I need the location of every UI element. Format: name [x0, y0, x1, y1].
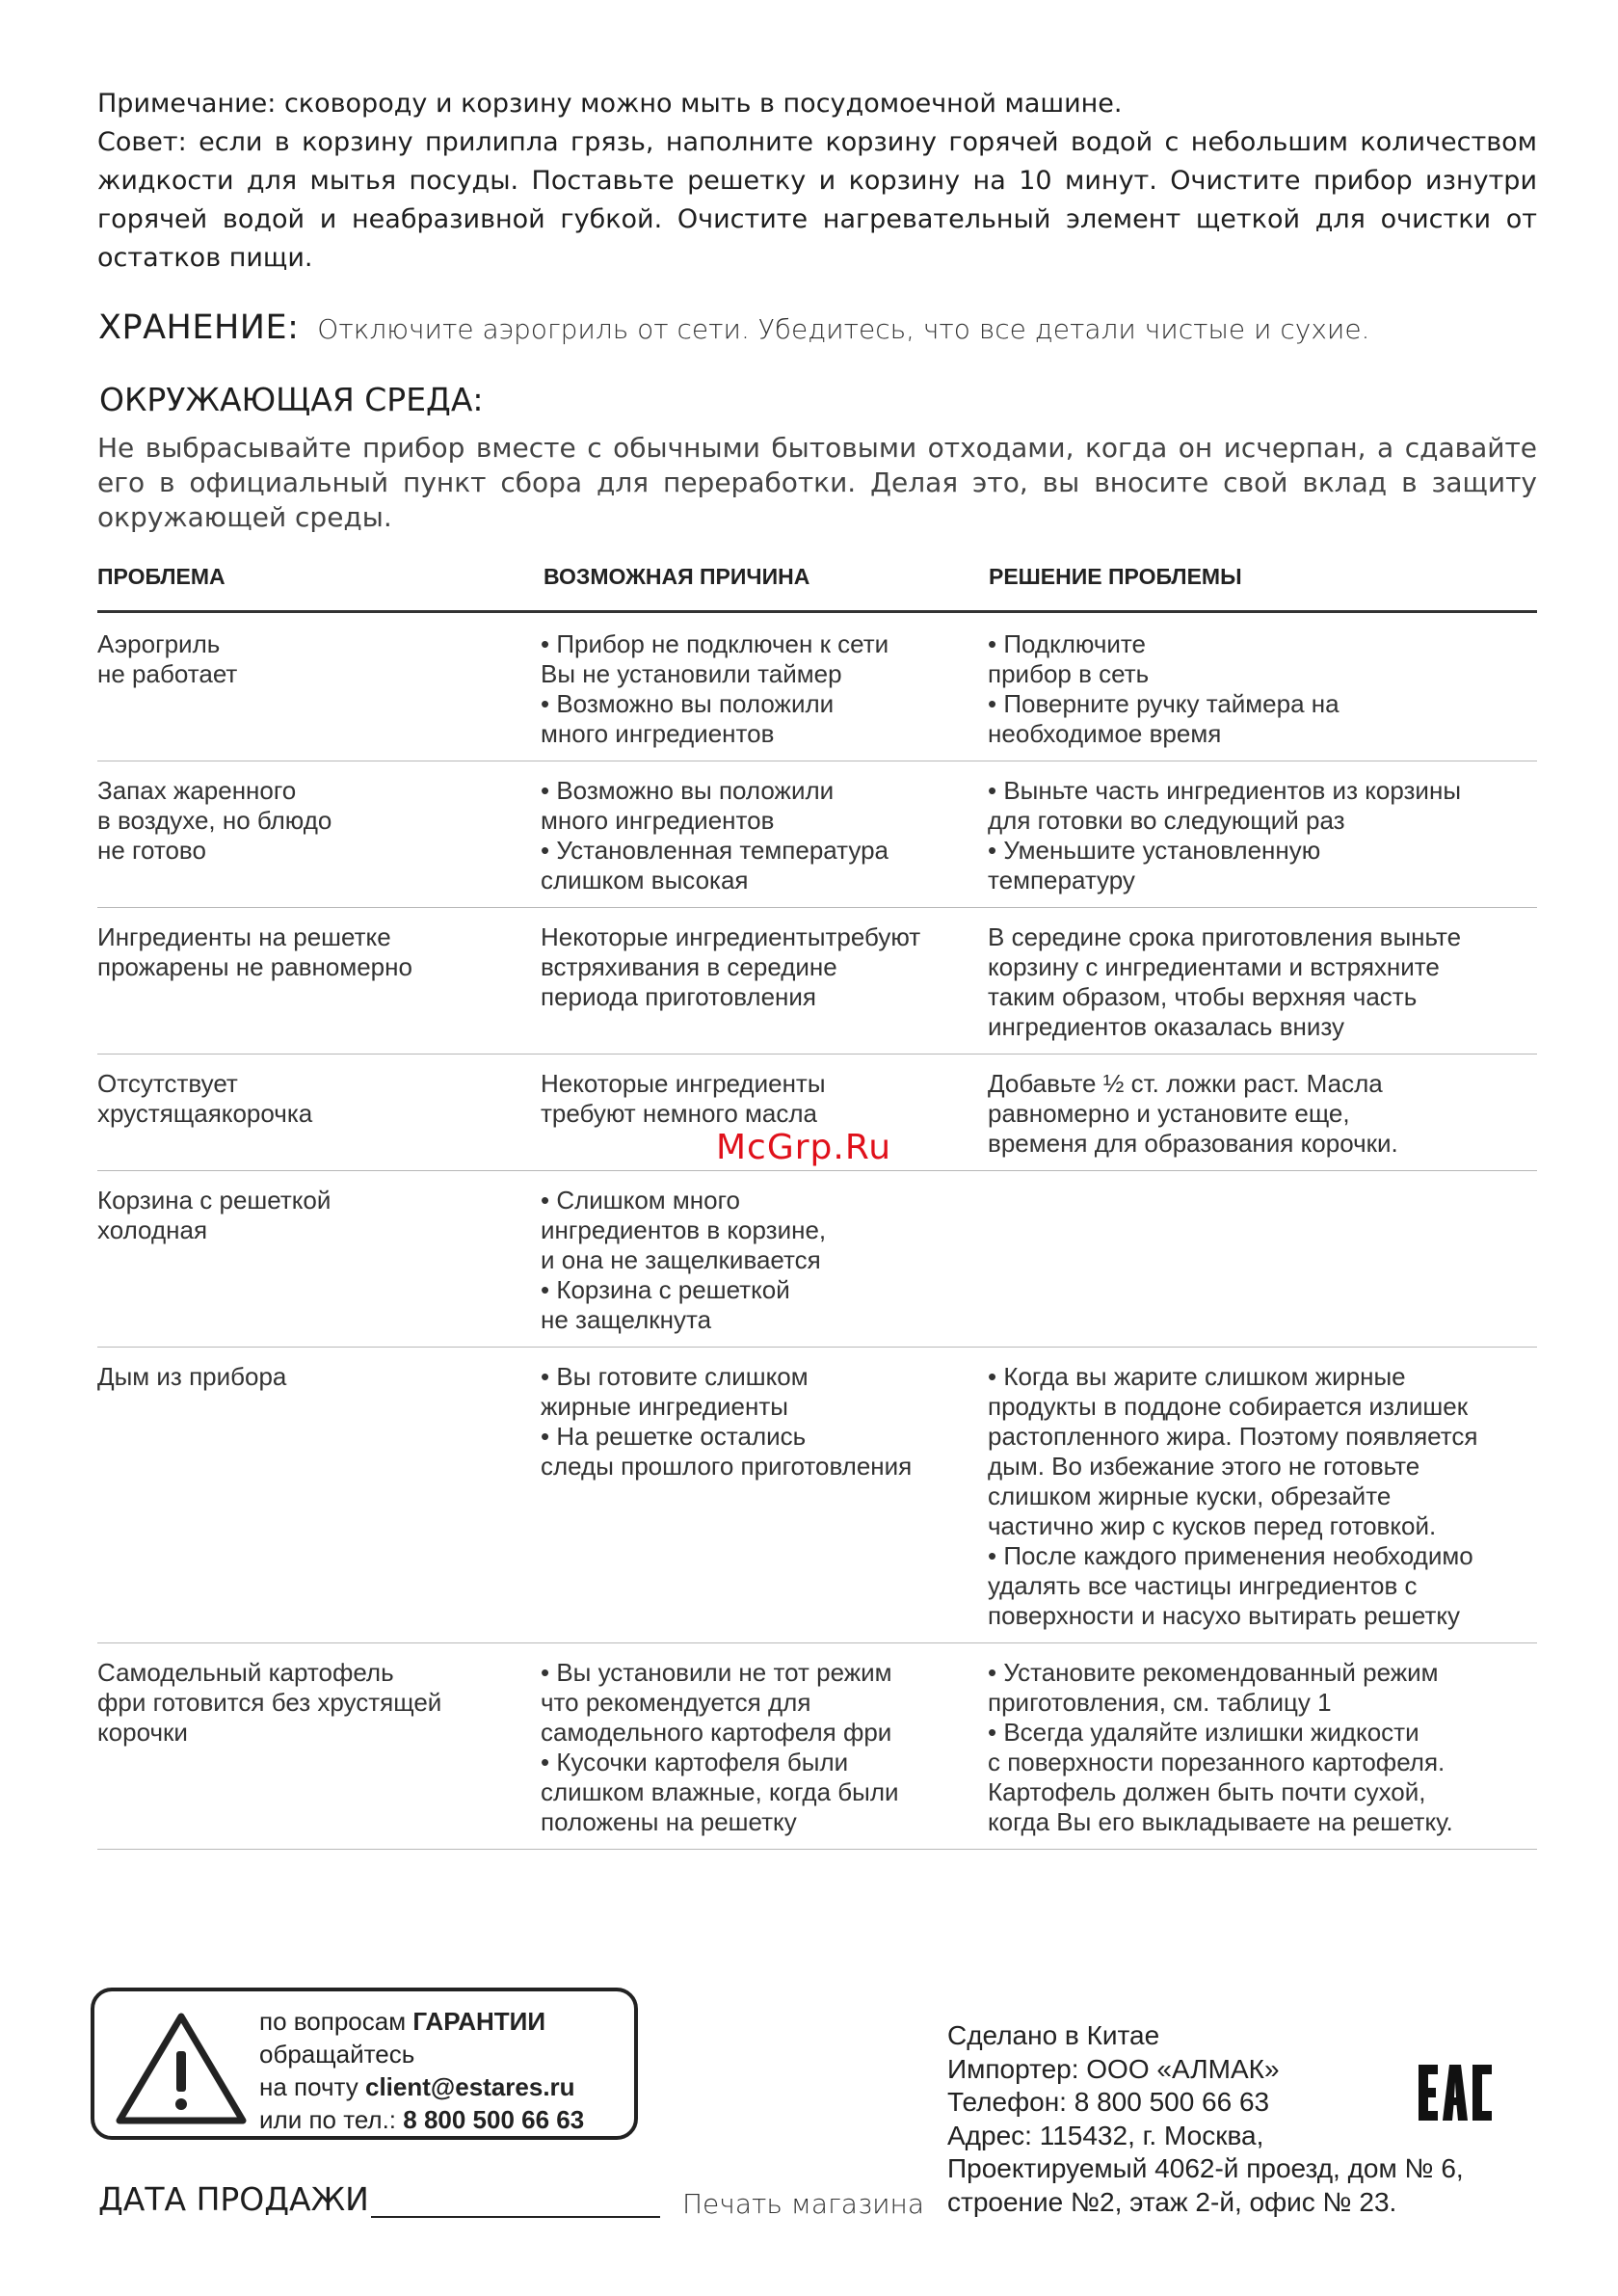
cell-line: • Поверните ручку таймера на — [988, 689, 1339, 718]
note-line: Примечание: сковороду и корзину можно мыть в посудомоечной машине. — [97, 89, 1123, 119]
cell-line: • Кусочки картофеля были — [541, 1748, 849, 1776]
cell-line: Корзина с решеткой — [97, 1186, 332, 1215]
table-header — [97, 554, 1537, 613]
cell-line: Аэрогриль — [97, 629, 221, 658]
sale-date-label: ДАТА ПРОДАЖИ — [98, 2180, 369, 2218]
cell-line: • Возможно вы положили — [541, 776, 835, 805]
storage-text: Отключите аэрогриль от сети. Убедитесь, что все детали чистые и сухие. — [317, 313, 1370, 345]
cause-cell — [541, 1069, 974, 1129]
cell-line: • Возможно вы положили — [541, 689, 835, 718]
cell-line: • Выньте часть ингредиентов из корзины — [988, 776, 1462, 805]
cell-line: Вы не установили таймер — [541, 659, 842, 688]
cell-line: • Установите рекомендованный режим — [988, 1658, 1439, 1687]
maker-line: строение №2, этаж 2-й, офис № 23. — [947, 2186, 1397, 2217]
cell-line: • Вы готовите слишком — [541, 1362, 809, 1391]
cell-line: не готово — [97, 836, 206, 865]
cell-line: Самодельный картофель — [97, 1658, 394, 1687]
cell-line: много ингредиентов — [541, 719, 775, 748]
warranty-line1: по вопросам — [259, 2007, 413, 2036]
maker-line: Импортер: ООО «АЛМАК» — [947, 2053, 1280, 2084]
header-cause: ВОЗМОЖНАЯ ПРИЧИНА — [544, 564, 810, 589]
solution-cell — [988, 922, 1547, 1042]
header-solution: РЕШЕНИЕ ПРОБЛЕМЫ — [989, 564, 1242, 589]
warranty-keyword: ГАРАНТИИ — [412, 2007, 546, 2036]
cause-cell — [541, 1362, 974, 1482]
cause-cell — [541, 1186, 974, 1335]
table-row — [97, 613, 1537, 761]
sale-date — [98, 2180, 660, 2218]
solution-cell — [988, 1069, 1547, 1159]
cell-line: положены на решетку — [541, 1807, 797, 1836]
cell-line: хрустящаякорочка — [97, 1099, 313, 1128]
manufacturer-info — [947, 2019, 1464, 2219]
cell-line: • Уменьшите установленную — [988, 836, 1321, 865]
cell-line: Запах жаренного — [97, 776, 297, 805]
warranty-email[interactable]: client@estares.ru — [364, 2072, 575, 2101]
maker-line: Адрес: 115432, г. Москва, — [947, 2120, 1264, 2150]
cell-line: • Всегда удаляйте излишки жидкости — [988, 1718, 1419, 1747]
table-row — [97, 1643, 1537, 1850]
cell-line: что рекомендуется для — [541, 1688, 811, 1717]
maker-line: Проектируемый 4062-й проезд, дом № 6, — [947, 2153, 1464, 2183]
cleaning-note — [97, 85, 1537, 278]
warranty-text — [259, 2005, 584, 2136]
cell-line: • Когда вы жарите слишком жирные — [988, 1362, 1406, 1391]
maker-line: Сделано в Китае — [947, 2020, 1160, 2050]
cell-line: • Установленная температура — [541, 836, 889, 865]
cell-line: таким образом, чтобы верхняя часть — [988, 982, 1418, 1011]
cell-line: холодная — [97, 1215, 208, 1244]
cause-cell — [541, 1658, 974, 1837]
warranty-line3: на почту — [259, 2072, 365, 2101]
cell-line: много ингредиентов — [541, 806, 775, 835]
table-row — [97, 761, 1537, 908]
cell-line: не защелкнута — [541, 1305, 712, 1334]
cell-line: Некоторые ингредиентытребуют — [541, 922, 921, 951]
cell-line: и она не защелкивается — [541, 1245, 821, 1274]
cell-line: прибор в сеть — [988, 659, 1150, 688]
cell-line: частично жир с кусков перед готовкой. — [988, 1511, 1437, 1540]
troubleshooting-table — [97, 554, 1537, 1850]
watermark: McGrp.Ru — [716, 1128, 892, 1167]
table-row — [97, 1171, 1537, 1348]
cell-line: Дым из прибора — [97, 1362, 287, 1391]
cell-line: слишком высокая — [541, 866, 749, 894]
table-row — [97, 1348, 1537, 1643]
cell-line: когда Вы его выкладываете на решетку. — [988, 1807, 1453, 1836]
cell-line: ингредиентов оказалась внизу — [988, 1012, 1345, 1041]
table-row — [97, 908, 1537, 1055]
cell-line: температуру — [988, 866, 1135, 894]
cell-line: • На решетке остались — [541, 1422, 807, 1451]
problem-cell — [97, 776, 521, 866]
cell-line: временя для образования корочки. — [988, 1129, 1398, 1158]
cell-line: В середине срока приготовления выньте — [988, 922, 1462, 951]
problem-cell — [97, 1658, 521, 1748]
solution-cell — [988, 1362, 1547, 1631]
cell-line: корзину с ингредиентами и встряхните — [988, 952, 1440, 981]
cell-line: • Прибор не подключен к сети — [541, 629, 889, 658]
cell-line: периода приготовления — [541, 982, 817, 1011]
cell-line: слишком жирные куски, обрезайте — [988, 1482, 1392, 1510]
storage-heading: ХРАНЕНИЕ: — [98, 308, 300, 347]
store-stamp-label: Печать магазина — [682, 2188, 924, 2220]
cell-line: прожарены не равномерно — [97, 952, 412, 981]
cell-line: растопленного жира. Поэтому появляется — [988, 1422, 1478, 1451]
header-problem: ПРОБЛЕМА — [97, 564, 225, 589]
problem-cell — [97, 1362, 521, 1392]
cell-line: приготовления, см. таблицу 1 — [988, 1688, 1332, 1717]
cause-cell — [541, 629, 974, 749]
cell-line: Ингредиенты на решетке — [97, 922, 391, 951]
cell-line: • Корзина с решеткой — [541, 1275, 790, 1304]
cell-line: Картофель должен быть почти сухой, — [988, 1777, 1426, 1806]
cause-cell — [541, 776, 974, 895]
cell-line: необходимое время — [988, 719, 1222, 748]
environment-text: Не выбрасывайте прибор вместе с обычными бытовыми отходами, когда он исчерпан, а сдавайте его в официальный пункт сбора для переработки. Делая это, вы вносите свой вклад в защиту окружающей среды. — [97, 432, 1537, 533]
cell-line: Добавьте ½ ст. ложки раст. Масла — [988, 1069, 1383, 1098]
cell-line: с поверхности порезанного картофеля. — [988, 1748, 1446, 1776]
cell-line: требуют немного масла — [541, 1099, 817, 1128]
cell-line: жирные ингредиенты — [541, 1392, 788, 1421]
warranty-line4: или по тел.: — [259, 2105, 404, 2134]
table-body — [97, 613, 1537, 1850]
cell-line: • После каждого применения необходимо — [988, 1541, 1473, 1570]
warranty-box — [91, 1988, 638, 2140]
cell-line: • Вы установили не тот режим — [541, 1658, 892, 1687]
problem-cell — [97, 1069, 521, 1129]
cell-line: продукты в поддоне собирается излишек — [988, 1392, 1469, 1421]
solution-cell — [988, 629, 1547, 749]
cell-line: самодельного картофеля фри — [541, 1718, 892, 1747]
cell-line: фри готовится без хрустящей — [97, 1688, 442, 1717]
warranty-phone: 8 800 500 66 63 — [403, 2105, 585, 2134]
cell-line: равномерно и установите еще, — [988, 1099, 1350, 1128]
cell-line: поверхности и насухо вытирать решетку — [988, 1601, 1461, 1630]
cell-line: для готовки во следующий раз — [988, 806, 1345, 835]
eac-mark-icon — [1417, 2063, 1494, 2122]
advice-paragraph: Совет: если в корзину прилипла грязь, наполните корзину горячей водой с небольшим количеством жидкости для мытья посуды. Поставьте решетку и корзину на 10 минут. Очистите прибор изнутри горячей водой и неабразивной губкой. Очистите нагревательный элемент щеткой для очистки от остатков пищи. — [97, 127, 1537, 273]
solution-cell — [988, 1658, 1547, 1837]
maker-line: Телефон: 8 800 500 66 63 — [947, 2087, 1270, 2117]
cell-line: Отсутствует — [97, 1069, 238, 1098]
warning-triangle-icon — [114, 2011, 249, 2126]
storage-section — [98, 308, 1544, 347]
problem-cell — [97, 1186, 521, 1245]
cause-cell — [541, 922, 974, 1012]
cell-line: дым. Во избежание этого не готовьте — [988, 1452, 1420, 1481]
cell-line: не работает — [97, 659, 238, 688]
problem-cell — [97, 922, 521, 982]
cell-line: корочки — [97, 1718, 188, 1747]
solution-cell — [988, 776, 1547, 895]
cell-line: Некоторые ингредиенты — [541, 1069, 826, 1098]
sale-date-field[interactable] — [371, 2187, 660, 2218]
cell-line: слишком влажные, когда были — [541, 1777, 899, 1806]
cell-line: удалять все частицы ингредиентов с — [988, 1571, 1418, 1600]
problem-cell — [97, 629, 521, 689]
environment-heading: ОКРУЖАЮЩАЯ СРЕДА: — [99, 381, 484, 418]
cell-line: в воздухе, но блюдо — [97, 806, 332, 835]
cell-line: следы прошлого приготовления — [541, 1452, 913, 1481]
cell-line: • Подключите — [988, 629, 1146, 658]
warranty-line2: обращайтесь — [259, 2040, 415, 2069]
cell-line: • Слишком много — [541, 1186, 740, 1215]
cell-line: ингредиентов в корзине, — [541, 1215, 827, 1244]
cell-line: встряхивания в середине — [541, 952, 837, 981]
